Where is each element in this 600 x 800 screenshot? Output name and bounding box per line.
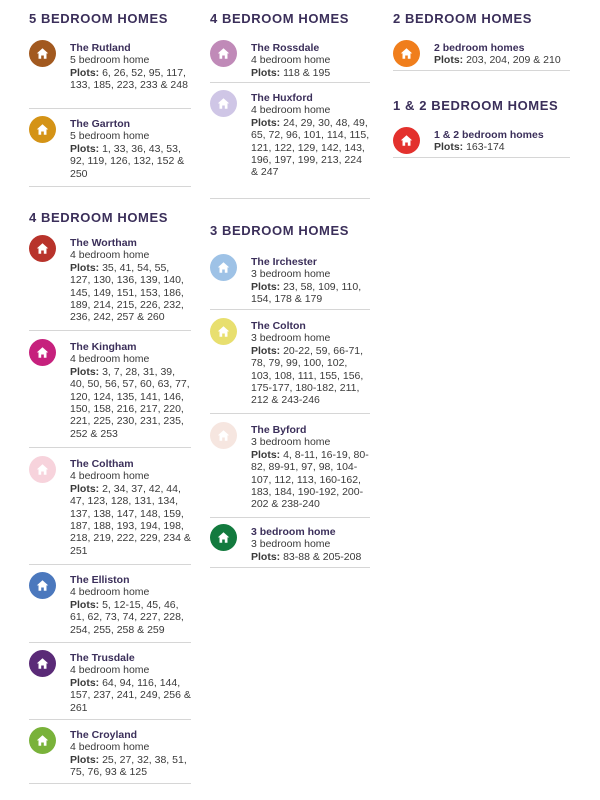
section-heading: 4 BEDROOM HOMES [210,11,350,26]
plots-label: Plots: [251,550,281,563]
house-icon-glyph [217,261,230,274]
house-icon [210,40,237,67]
house-icon-glyph [217,531,230,544]
house-bedrooms: 3 bedroom home [251,332,331,345]
house-name: The Huxford [251,92,313,104]
plots-value: 1, 33, 36, 43, 53, 92, 119, 126, 132, 152 & 250 [70,142,185,180]
house-entry [29,339,191,448]
house-plots [70,599,191,636]
house-name: The Irchester [251,256,317,268]
house-name: 3 bedroom home [251,526,336,538]
house-name: The Wortham [70,237,137,249]
plots-value: 23, 58, 109, 110, 154, 178 & 179 [251,280,362,306]
plots-label: Plots: [251,344,281,357]
house-name: The Coltham [70,458,134,470]
house-icon [210,254,237,281]
plots-label: Plots: [70,365,100,378]
house-bedrooms: 4 bedroom home [70,470,150,483]
house-name: The Croyland [70,729,138,741]
house-icon-glyph [36,734,49,747]
house-plots [70,677,191,714]
house-name: 2 bedroom homes [434,42,525,54]
house-icon-glyph [36,123,49,136]
plots-value: 20-22, 59, 66-71, 78, 79, 99, 100, 102, 103, 108, 111, 155, 156, 175-177, 180-182, 211, 212 & 243-246 [251,344,364,407]
house-icon-glyph [36,463,49,476]
house-plots [251,345,370,407]
house-icon [29,572,56,599]
house-name: The Kingham [70,341,137,353]
house-icon-glyph [36,579,49,592]
plots-label: Plots: [70,753,100,766]
house-icon-glyph [36,657,49,670]
house-name: The Trusdale [70,652,135,664]
house-icon-glyph [36,346,49,359]
house-bedrooms: 3 bedroom home [251,538,331,551]
house-name: The Byford [251,424,307,436]
plots-value: 5, 12-15, 45, 46, 61, 62, 73, 74, 227, 228, 254, 255, 258 & 259 [70,598,184,636]
plots-label: Plots: [251,116,281,129]
house-plots [70,366,191,440]
house-plots [251,449,370,511]
house-icon [29,40,56,67]
house-icon [29,650,56,677]
house-icon [29,116,56,143]
plots-value: 163-174 [463,141,505,154]
house-icon [393,40,420,67]
house-icon-glyph [400,47,413,60]
plots-value: 118 & 195 [280,66,331,79]
house-plots [70,483,191,557]
house-entry [29,116,191,187]
house-entry [210,40,370,83]
house-plots [70,67,191,92]
house-icon-glyph [217,429,230,442]
house-plots [251,67,370,79]
house-icon-glyph [36,242,49,255]
section-heading: 3 BEDROOM HOMES [210,223,350,238]
house-bedrooms: 4 bedroom home [70,249,150,262]
house-icon [29,235,56,262]
plots-label: Plots: [251,66,281,79]
house-icon [210,318,237,345]
house-icon-glyph [400,134,413,147]
house-name: The Rossdale [251,42,320,54]
house-entry [29,727,191,784]
plots-value: 203, 204, 209 & 210 [463,54,561,67]
house-name: The Colton [251,320,306,332]
house-icon-glyph [217,325,230,338]
plots-value: 64, 94, 116, 144, 157, 237, 241, 249, 256 & 261 [70,676,191,714]
house-icon [29,456,56,483]
plots-value: 24, 29, 30, 48, 49, 65, 72, 96, 101, 114, 115, 121, 122, 129, 142, 143, 196, 197, 199, 213, 224 & 247 [251,116,370,179]
plots-value: 6, 26, 52, 95, 117, 133, 185, 223, 233 & 248 [70,66,188,92]
house-plots [251,551,370,563]
plots-value: 83-88 & 205-208 [280,550,362,563]
house-icon-glyph [217,97,230,110]
house-entry [29,40,191,109]
house-bedrooms: 4 bedroom home [70,586,150,599]
house-bedrooms: 4 bedroom home [70,353,150,366]
plots-label: Plots: [434,141,464,154]
house-icon [29,727,56,754]
house-bedrooms: 3 bedroom home [251,268,331,281]
house-plots [70,143,191,180]
house-icon [210,524,237,551]
plots-label: Plots: [70,142,100,155]
plots-label: Plots: [70,261,100,274]
plots-label: Plots: [70,482,100,495]
house-entry [393,127,570,158]
house-name: 1 & 2 bedroom homes [434,129,544,141]
house-plots [251,281,370,306]
plots-value: 25, 27, 32, 38, 51, 75, 76, 93 & 125 [70,753,187,779]
section-heading: 4 BEDROOM HOMES [29,210,169,225]
house-icon-glyph [36,47,49,60]
house-entry [393,40,570,71]
house-bedrooms: 5 bedroom home [70,130,150,143]
house-bedrooms: 4 bedroom home [251,104,331,117]
house-entry [210,422,370,518]
house-icon [29,339,56,366]
plots-label: Plots: [70,676,100,689]
house-name: The Elliston [70,574,130,586]
house-entry [210,90,370,199]
house-plots [251,117,370,179]
house-plots [70,262,191,324]
house-plots [70,754,191,779]
house-plots [434,141,570,153]
house-bedrooms: 3 bedroom home [251,436,331,449]
house-entry [210,524,370,568]
section-heading: 2 BEDROOM HOMES [393,11,533,26]
house-icon [393,127,420,154]
house-bedrooms: 4 bedroom home [251,54,331,67]
plots-label: Plots: [251,448,281,461]
house-name: The Rutland [70,42,131,54]
plots-label: Plots: [70,598,100,611]
house-bedrooms: 4 bedroom home [70,741,150,754]
plots-label: Plots: [434,54,464,67]
house-entry [29,572,191,643]
house-icon [210,90,237,117]
house-plots [434,54,570,66]
plots-value: 3, 7, 28, 31, 39, 40, 50, 56, 57, 60, 63, 77, 120, 124, 135, 141, 146, 150, 158, 216, 217, 220, 221, 225, 230, 231, 235, 252 & 253 [70,365,190,440]
plots-value: 2, 34, 37, 42, 44, 47, 123, 128, 131, 134, 137, 138, 147, 148, 159, 187, 188, 193, 194, 198, 218, 219, 222, 229, 234 & 251 [70,482,191,557]
plots-label: Plots: [251,280,281,293]
house-entry [210,254,370,310]
house-bedrooms: 5 bedroom home [70,54,150,67]
house-entry [29,650,191,720]
house-bedrooms: 4 bedroom home [70,664,150,677]
section-heading: 1 & 2 BEDROOM HOMES [393,98,559,113]
house-icon [210,422,237,449]
house-name: The Garrton [70,118,131,130]
house-icon-glyph [217,47,230,60]
house-entry [29,235,191,331]
house-entry [210,318,370,414]
section-heading: 5 BEDROOM HOMES [29,11,169,26]
plots-value: 35, 41, 54, 55, 127, 130, 136, 139, 140, 145, 149, 151, 153, 186, 189, 214, 215, 226, 232, 236, 242, 257 & 260 [70,261,184,324]
house-entry [29,456,191,565]
plots-value: 4, 8-11, 16-19, 80-82, 89-91, 97, 98, 104-107, 112, 113, 160-162, 183, 184, 190-192, 200-202 & 238-240 [251,448,369,511]
plots-label: Plots: [70,66,100,79]
